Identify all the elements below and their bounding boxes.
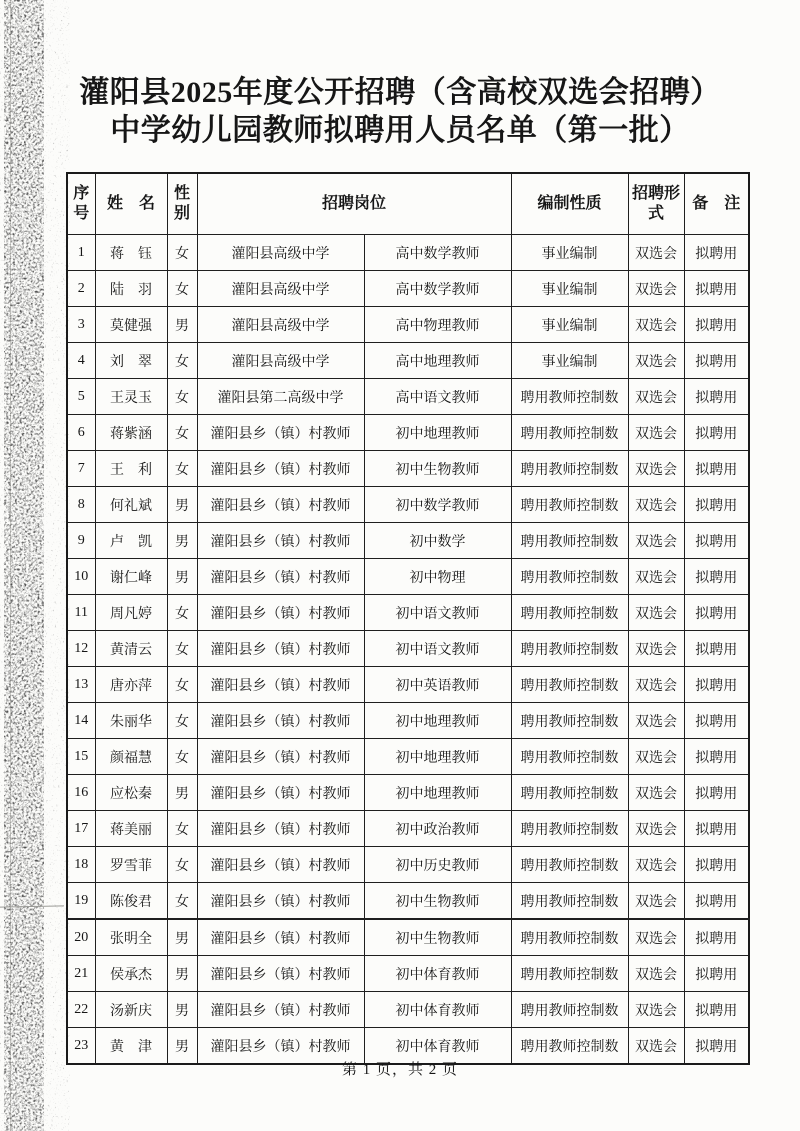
cell-gender: 男 xyxy=(167,559,197,595)
cell-gender: 男 xyxy=(167,307,197,343)
title-line-2: 中学幼儿园教师拟聘用人员名单（第一批） xyxy=(110,114,690,147)
cell-gender: 女 xyxy=(167,451,197,487)
cell-remark: 拟聘用 xyxy=(684,343,749,379)
cell-post: 初中数学 xyxy=(364,523,511,559)
cell-school: 灌阳县乡（镇）村教师 xyxy=(197,919,364,956)
cell-gender: 女 xyxy=(167,703,197,739)
cell-establishment: 聘用教师控制数 xyxy=(511,415,628,451)
cell-school: 灌阳县乡（镇）村教师 xyxy=(197,559,364,595)
table-row xyxy=(67,956,749,992)
cell-name: 莫健强 xyxy=(95,307,167,343)
cell-name: 应松秦 xyxy=(95,775,167,811)
cell-index: 3 xyxy=(67,307,95,343)
cell-name: 侯承杰 xyxy=(95,956,167,992)
table-row xyxy=(67,631,749,667)
cell-remark: 拟聘用 xyxy=(684,739,749,775)
cell-form: 双选会 xyxy=(628,703,684,739)
table-row xyxy=(67,703,749,739)
cell-post: 初中语文教师 xyxy=(364,631,511,667)
cell-establishment: 聘用教师控制数 xyxy=(511,956,628,992)
cell-school: 灌阳县高级中学 xyxy=(197,343,364,379)
cell-school: 灌阳县乡（镇）村教师 xyxy=(197,703,364,739)
cell-remark: 拟聘用 xyxy=(684,379,749,415)
cell-gender: 男 xyxy=(167,775,197,811)
cell-establishment: 聘用教师控制数 xyxy=(511,379,628,415)
table-header-row xyxy=(67,173,749,235)
cell-gender: 女 xyxy=(167,235,197,271)
cell-establishment: 聘用教师控制数 xyxy=(511,523,628,559)
table-row xyxy=(67,235,749,271)
cell-gender: 女 xyxy=(167,811,197,847)
cell-index: 14 xyxy=(67,703,95,739)
cell-index: 16 xyxy=(67,775,95,811)
cell-school: 灌阳县乡（镇）村教师 xyxy=(197,956,364,992)
cell-post: 初中语文教师 xyxy=(364,595,511,631)
table-row xyxy=(67,271,749,307)
cell-school: 灌阳县乡（镇）村教师 xyxy=(197,451,364,487)
cell-gender: 女 xyxy=(167,343,197,379)
cell-index: 1 xyxy=(67,235,95,271)
cell-remark: 拟聘用 xyxy=(684,847,749,883)
cell-post: 初中体育教师 xyxy=(364,992,511,1028)
cell-post: 高中地理教师 xyxy=(364,343,511,379)
cell-name: 汤新庆 xyxy=(95,992,167,1028)
cell-form: 双选会 xyxy=(628,956,684,992)
cell-form: 双选会 xyxy=(628,847,684,883)
cell-remark: 拟聘用 xyxy=(684,559,749,595)
cell-post: 初中地理教师 xyxy=(364,739,511,775)
cell-school: 灌阳县乡（镇）村教师 xyxy=(197,811,364,847)
cell-school: 灌阳县第二高级中学 xyxy=(197,379,364,415)
cell-form: 双选会 xyxy=(628,811,684,847)
cell-form: 双选会 xyxy=(628,379,684,415)
header-recruit-form: 招聘形式 xyxy=(628,173,684,235)
cell-form: 双选会 xyxy=(628,559,684,595)
cell-form: 双选会 xyxy=(628,595,684,631)
header-establishment: 编制性质 xyxy=(511,173,628,235)
cell-remark: 拟聘用 xyxy=(684,451,749,487)
table-row xyxy=(67,307,749,343)
cell-name: 唐亦萍 xyxy=(95,667,167,703)
cell-form: 双选会 xyxy=(628,1028,684,1065)
cell-remark: 拟聘用 xyxy=(684,1028,749,1065)
table-row xyxy=(67,487,749,523)
cell-index: 13 xyxy=(67,667,95,703)
cell-form: 双选会 xyxy=(628,523,684,559)
cell-name: 蒋紫涵 xyxy=(95,415,167,451)
cell-name: 刘 翠 xyxy=(95,343,167,379)
table-row xyxy=(67,595,749,631)
table-row xyxy=(67,559,749,595)
cell-post: 高中数学教师 xyxy=(364,235,511,271)
cell-name: 颜福慧 xyxy=(95,739,167,775)
table-row xyxy=(67,847,749,883)
cell-school: 灌阳县高级中学 xyxy=(197,235,364,271)
cell-remark: 拟聘用 xyxy=(684,956,749,992)
cell-post: 初中地理教师 xyxy=(364,415,511,451)
cell-name: 陆 羽 xyxy=(95,271,167,307)
cell-establishment: 聘用教师控制数 xyxy=(511,919,628,956)
cell-establishment: 聘用教师控制数 xyxy=(511,883,628,920)
cell-name: 蒋美丽 xyxy=(95,811,167,847)
cell-establishment: 聘用教师控制数 xyxy=(511,559,628,595)
cell-school: 灌阳县高级中学 xyxy=(197,271,364,307)
recruitment-table xyxy=(66,172,750,1065)
cell-index: 9 xyxy=(67,523,95,559)
cell-form: 双选会 xyxy=(628,235,684,271)
table-row xyxy=(67,919,749,956)
cell-post: 初中体育教师 xyxy=(364,1028,511,1065)
cell-school: 灌阳县乡（镇）村教师 xyxy=(197,775,364,811)
cell-form: 双选会 xyxy=(628,883,684,920)
cell-post: 高中数学教师 xyxy=(364,271,511,307)
cell-form: 双选会 xyxy=(628,992,684,1028)
cell-gender: 女 xyxy=(167,415,197,451)
cell-establishment: 事业编制 xyxy=(511,271,628,307)
cell-remark: 拟聘用 xyxy=(684,631,749,667)
cell-form: 双选会 xyxy=(628,919,684,956)
scan-edge-noise xyxy=(0,0,70,1131)
cell-remark: 拟聘用 xyxy=(684,487,749,523)
cell-gender: 女 xyxy=(167,631,197,667)
cell-school: 灌阳县乡（镇）村教师 xyxy=(197,992,364,1028)
cell-form: 双选会 xyxy=(628,487,684,523)
cell-form: 双选会 xyxy=(628,739,684,775)
cell-remark: 拟聘用 xyxy=(684,595,749,631)
cell-post: 初中生物教师 xyxy=(364,451,511,487)
cell-index: 19 xyxy=(67,883,95,920)
header-gender: 性别 xyxy=(167,173,197,235)
cell-gender: 女 xyxy=(167,883,197,920)
cell-establishment: 聘用教师控制数 xyxy=(511,703,628,739)
table-row xyxy=(67,415,749,451)
cell-post: 初中历史教师 xyxy=(364,847,511,883)
cell-gender: 女 xyxy=(167,847,197,883)
cell-name: 卢 凯 xyxy=(95,523,167,559)
cell-index: 18 xyxy=(67,847,95,883)
cell-remark: 拟聘用 xyxy=(684,667,749,703)
table-row xyxy=(67,811,749,847)
cell-name: 周凡婷 xyxy=(95,595,167,631)
cell-post: 初中地理教师 xyxy=(364,775,511,811)
cell-remark: 拟聘用 xyxy=(684,415,749,451)
table-row xyxy=(67,775,749,811)
table-row xyxy=(67,667,749,703)
table-body xyxy=(67,235,749,1065)
cell-name: 何礼斌 xyxy=(95,487,167,523)
cell-post: 初中数学教师 xyxy=(364,487,511,523)
cell-name: 黄 津 xyxy=(95,1028,167,1065)
cell-name: 张明全 xyxy=(95,919,167,956)
cell-name: 王 利 xyxy=(95,451,167,487)
cell-remark: 拟聘用 xyxy=(684,919,749,956)
cell-school: 灌阳县乡（镇）村教师 xyxy=(197,847,364,883)
cell-form: 双选会 xyxy=(628,415,684,451)
table-row xyxy=(67,379,749,415)
cell-remark: 拟聘用 xyxy=(684,235,749,271)
cell-school: 灌阳县乡（镇）村教师 xyxy=(197,1028,364,1065)
cell-post: 初中政治教师 xyxy=(364,811,511,847)
cell-index: 6 xyxy=(67,415,95,451)
cell-establishment: 聘用教师控制数 xyxy=(511,487,628,523)
page-footer: 第 1 页，共 2 页 xyxy=(341,1062,458,1078)
page-fold-line xyxy=(0,905,64,907)
cell-post: 初中生物教师 xyxy=(364,919,511,956)
cell-name: 蒋 钰 xyxy=(95,235,167,271)
cell-establishment: 聘用教师控制数 xyxy=(511,847,628,883)
table-row xyxy=(67,523,749,559)
cell-index: 2 xyxy=(67,271,95,307)
cell-gender: 男 xyxy=(167,1028,197,1065)
cell-post: 初中物理 xyxy=(364,559,511,595)
cell-school: 灌阳县乡（镇）村教师 xyxy=(197,631,364,667)
cell-establishment: 聘用教师控制数 xyxy=(511,667,628,703)
header-name: 姓 名 xyxy=(95,173,167,235)
cell-form: 双选会 xyxy=(628,775,684,811)
cell-remark: 拟聘用 xyxy=(684,271,749,307)
cell-gender: 男 xyxy=(167,487,197,523)
cell-remark: 拟聘用 xyxy=(684,811,749,847)
table-row xyxy=(67,343,749,379)
cell-index: 22 xyxy=(67,992,95,1028)
cell-gender: 女 xyxy=(167,271,197,307)
cell-establishment: 聘用教师控制数 xyxy=(511,595,628,631)
cell-school: 灌阳县乡（镇）村教师 xyxy=(197,595,364,631)
cell-index: 4 xyxy=(67,343,95,379)
cell-gender: 男 xyxy=(167,919,197,956)
cell-establishment: 聘用教师控制数 xyxy=(511,631,628,667)
table-row xyxy=(67,883,749,920)
header-remark: 备 注 xyxy=(684,173,749,235)
page-title xyxy=(0,74,800,150)
cell-school: 灌阳县乡（镇）村教师 xyxy=(197,667,364,703)
cell-index: 15 xyxy=(67,739,95,775)
cell-form: 双选会 xyxy=(628,451,684,487)
cell-establishment: 聘用教师控制数 xyxy=(511,992,628,1028)
cell-remark: 拟聘用 xyxy=(684,307,749,343)
cell-gender: 女 xyxy=(167,739,197,775)
cell-index: 11 xyxy=(67,595,95,631)
cell-post: 初中生物教师 xyxy=(364,883,511,920)
cell-remark: 拟聘用 xyxy=(684,775,749,811)
cell-gender: 男 xyxy=(167,992,197,1028)
cell-index: 7 xyxy=(67,451,95,487)
cell-index: 21 xyxy=(67,956,95,992)
cell-establishment: 事业编制 xyxy=(511,235,628,271)
cell-gender: 女 xyxy=(167,379,197,415)
table-row xyxy=(67,992,749,1028)
cell-name: 谢仁峰 xyxy=(95,559,167,595)
cell-remark: 拟聘用 xyxy=(684,523,749,559)
cell-post: 初中地理教师 xyxy=(364,703,511,739)
cell-form: 双选会 xyxy=(628,307,684,343)
cell-remark: 拟聘用 xyxy=(684,992,749,1028)
cell-school: 灌阳县乡（镇）村教师 xyxy=(197,415,364,451)
cell-gender: 男 xyxy=(167,956,197,992)
cell-index: 8 xyxy=(67,487,95,523)
cell-post: 高中语文教师 xyxy=(364,379,511,415)
header-index: 序号 xyxy=(67,173,95,235)
cell-form: 双选会 xyxy=(628,343,684,379)
cell-post: 初中英语教师 xyxy=(364,667,511,703)
cell-gender: 女 xyxy=(167,595,197,631)
cell-index: 23 xyxy=(67,1028,95,1065)
cell-school: 灌阳县乡（镇）村教师 xyxy=(197,739,364,775)
cell-school: 灌阳县乡（镇）村教师 xyxy=(197,523,364,559)
cell-form: 双选会 xyxy=(628,271,684,307)
cell-remark: 拟聘用 xyxy=(684,883,749,920)
header-position: 招聘岗位 xyxy=(197,173,511,235)
cell-establishment: 事业编制 xyxy=(511,307,628,343)
cell-form: 双选会 xyxy=(628,631,684,667)
cell-name: 陈俊君 xyxy=(95,883,167,920)
cell-gender: 女 xyxy=(167,667,197,703)
cell-post: 初中体育教师 xyxy=(364,956,511,992)
cell-remark: 拟聘用 xyxy=(684,703,749,739)
cell-name: 王灵玉 xyxy=(95,379,167,415)
cell-school: 灌阳县高级中学 xyxy=(197,307,364,343)
cell-name: 黄清云 xyxy=(95,631,167,667)
cell-index: 10 xyxy=(67,559,95,595)
cell-establishment: 聘用教师控制数 xyxy=(511,1028,628,1065)
cell-index: 17 xyxy=(67,811,95,847)
cell-establishment: 聘用教师控制数 xyxy=(511,775,628,811)
title-line-1: 灌阳县2025年度公开招聘（含高校双选会招聘） xyxy=(79,76,721,109)
cell-establishment: 事业编制 xyxy=(511,343,628,379)
cell-establishment: 聘用教师控制数 xyxy=(511,451,628,487)
cell-establishment: 聘用教师控制数 xyxy=(511,811,628,847)
table-row xyxy=(67,739,749,775)
cell-index: 12 xyxy=(67,631,95,667)
table-row xyxy=(67,451,749,487)
cell-index: 20 xyxy=(67,919,95,956)
cell-post: 高中物理教师 xyxy=(364,307,511,343)
cell-gender: 男 xyxy=(167,523,197,559)
cell-name: 朱丽华 xyxy=(95,703,167,739)
cell-school: 灌阳县乡（镇）村教师 xyxy=(197,883,364,920)
cell-school: 灌阳县乡（镇）村教师 xyxy=(197,487,364,523)
cell-establishment: 聘用教师控制数 xyxy=(511,739,628,775)
cell-form: 双选会 xyxy=(628,667,684,703)
cell-index: 5 xyxy=(67,379,95,415)
cell-name: 罗雪菲 xyxy=(95,847,167,883)
